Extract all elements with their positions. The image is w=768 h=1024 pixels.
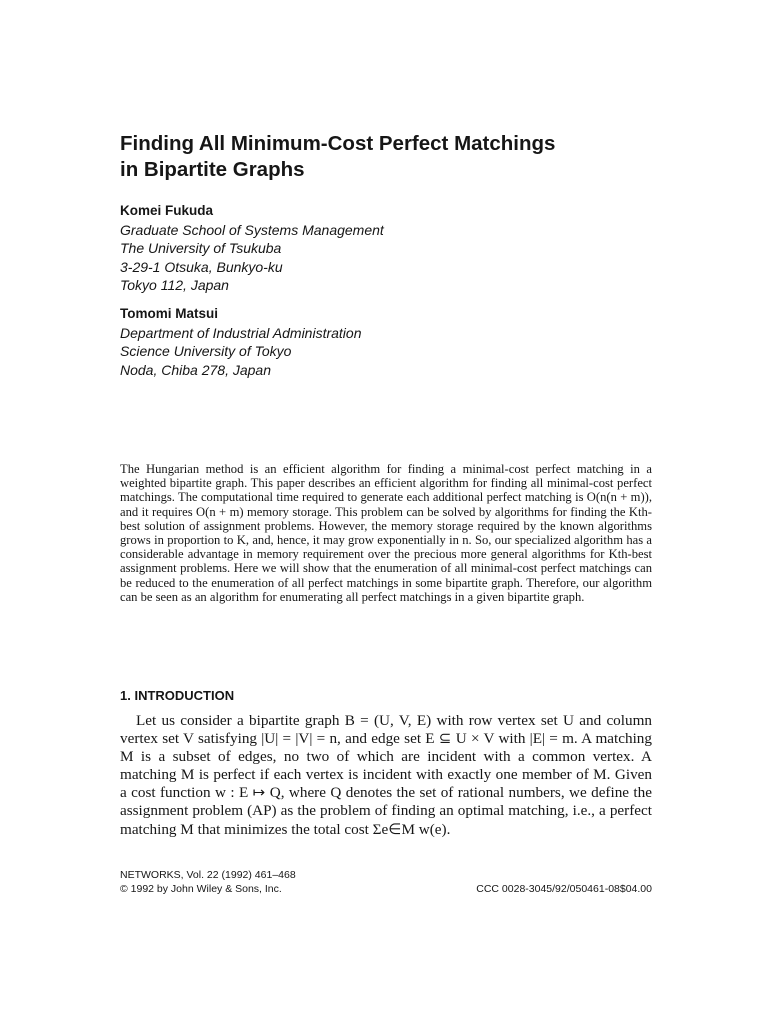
introduction-paragraph: Let us consider a bipartite graph B = (U, V, E) with row vertex set U and column vertex set V satisfying |U| = |V| = n, and edge set E ⊆ U × V with |E| = m. A matching M is a subset of edges, no two of which are incident with a common vertex. A matching M is perfect if each vertex is incident with exactly one member of M. Given a cost function w : E ↦ Q, where Q denotes the set of rational numbers, we define the assignment problem (AP) as the problem of finding an optimal matching, i.e., a perfect matching M that minimizes the total cost Σe∈M w(e). — [120, 712, 652, 838]
section-heading-introduction: 1. INTRODUCTION — [120, 688, 235, 703]
author-affiliation-line: Graduate School of Systems Management — [120, 221, 384, 238]
author-affiliation-line: Tokyo 112, Japan — [120, 277, 229, 293]
author-block-fukuda — [120, 202, 640, 295]
copyright-notice: © 1992 by John Wiley & Sons, Inc. — [120, 882, 282, 895]
author-affiliation-line: Science University of Tokyo — [120, 343, 292, 359]
abstract: The Hungarian method is an efficient algorithm for finding a minimal-cost perfect matching in a weighted bipartite graph. This paper describes an efficient algorithm for finding all minimal-cost perfect matchings. The computational time required to generate each additional perfect matching is O(n(n + m)), and it requires O(n + m) memory storage. This problem can be solved by algorithms for finding the Kth-best solution of assignment problems. However, the memory storage required by the known algorithms grows in proportion to K, and, hence, it may grow exponentially in n. So, our specialized algorithm has a considerable advantage in memory requirement over the precious more general algorithms for Kth-best assignment problems. Here we will show that the enumeration of all minimal-cost perfect matchings can be reduced to the enumeration of all perfect matchings in some bipartite graph. Therefore, our algorithm can be seen as an algorithm for enumerating all perfect matchings in a given bipartite graph. — [120, 462, 652, 604]
author-affiliation-line: The University of Tsukuba — [120, 240, 282, 256]
author-name: Tomomi Matsui — [120, 306, 219, 321]
author-name: Komei Fukuda — [120, 203, 214, 218]
author-block-matsui — [120, 305, 640, 379]
author-affiliation-line: Noda, Chiba 278, Japan — [120, 361, 271, 378]
paper-title — [120, 131, 720, 183]
author-affiliation-line: 3-29-1 Otsuka, Bunkyo-ku — [120, 258, 283, 275]
page-footer — [120, 869, 652, 896]
title-line-2: in Bipartite Graphs — [120, 158, 305, 181]
journal-citation: NETWORKS, Vol. 22 (1992) 461–468 — [120, 869, 296, 881]
author-affiliation-line: Department of Industrial Administration — [120, 324, 362, 341]
ccc-code: CCC 0028-3045/92/050461-08$04.00 — [476, 882, 652, 895]
title-line-1: Finding All Minimum-Cost Perfect Matchings — [120, 132, 556, 155]
